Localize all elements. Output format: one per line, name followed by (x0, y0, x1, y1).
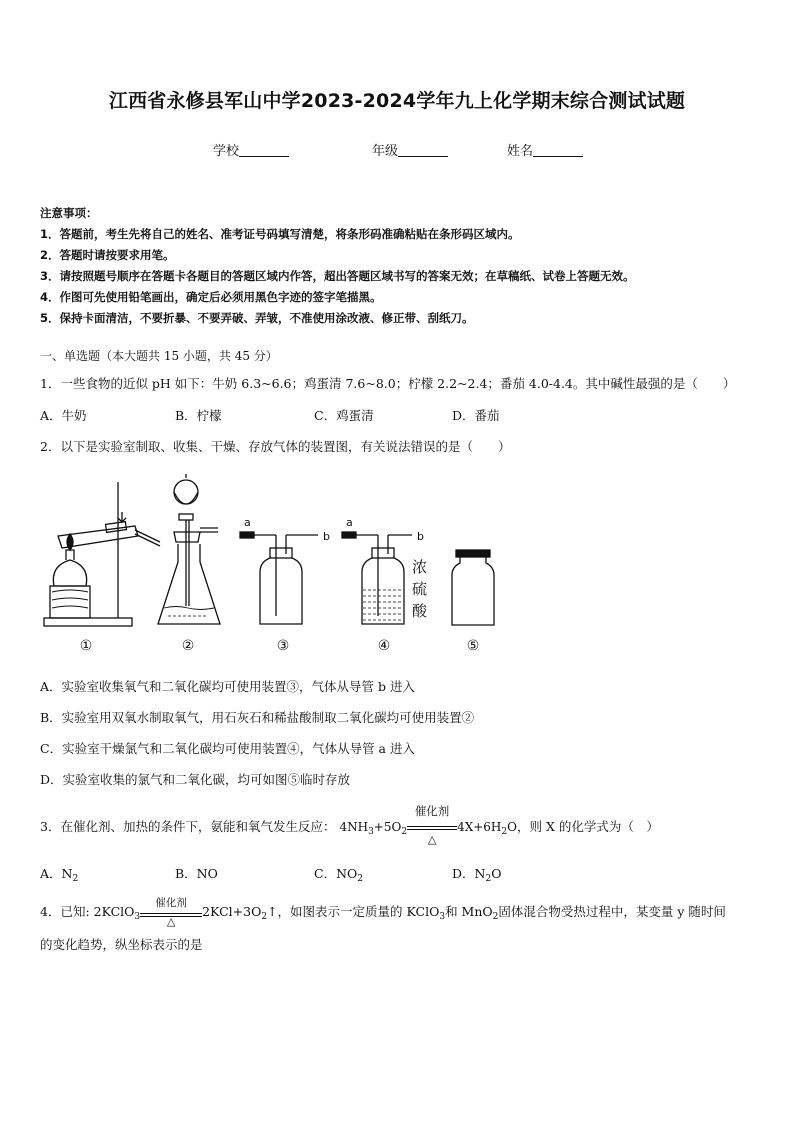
label-3: ③ (276, 638, 290, 654)
label-2: ② (181, 638, 195, 654)
q3-equation: $4NH_3+5O_2$ 催化剂 △ $4X+6H_2O$ (339, 803, 517, 846)
apparatus-1-heating (44, 482, 160, 626)
acid-label: 酸 (412, 602, 428, 620)
q2-option-b: B．实验室用双氧水制取氧气，用石灰石和稀盐酸制取二氧化碳均可使用装置② (40, 710, 475, 725)
q3-option-b: B．NO (175, 866, 218, 881)
school-label: 学校 (213, 144, 240, 159)
acid-label: 浓 (412, 558, 428, 576)
q4-stem-line1: 4．已知: 2KClO$_3$ 催化剂 △ $2KCl+3O_2↑$，如图表示一定质量的 KClO$_3$和 MnO$_2$固体混合物受热过程中，某变量 y 随时间 (40, 896, 726, 928)
note-item: 2．答题时请按要求用笔。 (40, 248, 175, 262)
q1-stem: 1．一些食物的近似 pH 如下：牛奶 6.3~6.6；鸡蛋清 7.6~8.0；柠檬 2.2~2.4；番茄 4.0-4.4。其中碱性最强的是（ ） (40, 376, 736, 391)
tube-b-label: b (417, 530, 424, 543)
q1-option-a: A．牛奶 (40, 408, 87, 423)
q4-heat: △ (166, 914, 176, 928)
q3-option-c: C．$NO_2$ (314, 866, 363, 884)
note-item: 1．答题前，考生先将自己的姓名、准考证号码填写清楚，将条形码准确粘贴在条形码区域内。 (40, 227, 520, 241)
apparatus-3-bottle (240, 516, 330, 624)
tube-a-label: a (244, 516, 251, 529)
q3-heat: △ (427, 832, 437, 846)
name-label: 姓名 (507, 144, 534, 159)
notes-block (40, 203, 635, 329)
note-item: 5．保持卡面清洁，不要折暴、不要弄破、弄皱，不准使用涂改液、修正带、刮纸刀。 (40, 311, 474, 325)
apparatus-5-storage-bottle (452, 550, 494, 625)
tube-b-label: b (323, 530, 330, 543)
q3-stem-pre: 3．在催化剂、加热的条件下，氨能和氧气发生反应： (40, 819, 336, 834)
note-item: 4．作图可先使用铅笔画出，确定后必须用黑色字迹的签字笔描黑。 (40, 290, 382, 304)
q4-condition (140, 896, 202, 928)
name-field (507, 140, 583, 159)
q2-option-d: D．实验室收集的氯气和二氧化碳，均可如图⑤临时存放 (40, 772, 351, 787)
q3-stem (40, 803, 659, 846)
q4-catalyst: 催化剂 (155, 896, 187, 909)
notes-heading: 注意事项： (40, 206, 98, 220)
q3-condition (407, 803, 457, 846)
grade-field (372, 140, 448, 159)
q2-stem: 2．以下是实验室制取、收集、干燥、存放气体的装置图，有关说法错误的是（ ） (40, 439, 511, 454)
page-title: 江西省永修县军山中学2023-2024学年九上化学期末综合测试试题 (108, 90, 686, 112)
q1-option-b: B．柠檬 (175, 408, 222, 423)
q2-option-a: A．实验室收集氧气和二氧化碳均可使用装置③，气体从导管 b 进入 (40, 679, 415, 694)
q3-option-d: D．$N_2O$ (452, 866, 502, 884)
acid-label: 硫 (412, 580, 428, 598)
apparatus-4-wash-bottle (342, 516, 428, 624)
q3-stem-post: ，则 X 的化学式为（ ） (516, 819, 659, 834)
note-item: 3．请按照题号顺序在答题卡各题目的答题区域内作答，超出答题区域书写的答案无效；在草稿纸、试卷上答题无效。 (40, 269, 635, 283)
q1-option-c: C．鸡蛋清 (314, 408, 374, 423)
q3-option-a: A．$N_2$ (40, 866, 79, 884)
q1-option-d: D．番茄 (452, 408, 500, 423)
tube-a-label: a (346, 516, 353, 529)
q3-catalyst: 催化剂 (414, 803, 450, 818)
grade-label: 年级 (372, 144, 399, 159)
section-title: 一、单选题（本大题共 15 小题，共 45 分） (40, 349, 278, 363)
label-4: ④ (377, 638, 391, 654)
school-field (213, 140, 289, 159)
q2-option-c: C．实验室干燥氯气和二氧化碳均可使用装置④，气体从导管 a 进入 (40, 741, 415, 756)
label-1: ① (79, 638, 93, 654)
apparatus-2-flask (158, 474, 220, 624)
q4-stem-line2: 的变化趋势，纵坐标表示的是 (40, 937, 203, 952)
apparatus-figure (40, 468, 510, 658)
label-5: ⑤ (466, 638, 480, 654)
